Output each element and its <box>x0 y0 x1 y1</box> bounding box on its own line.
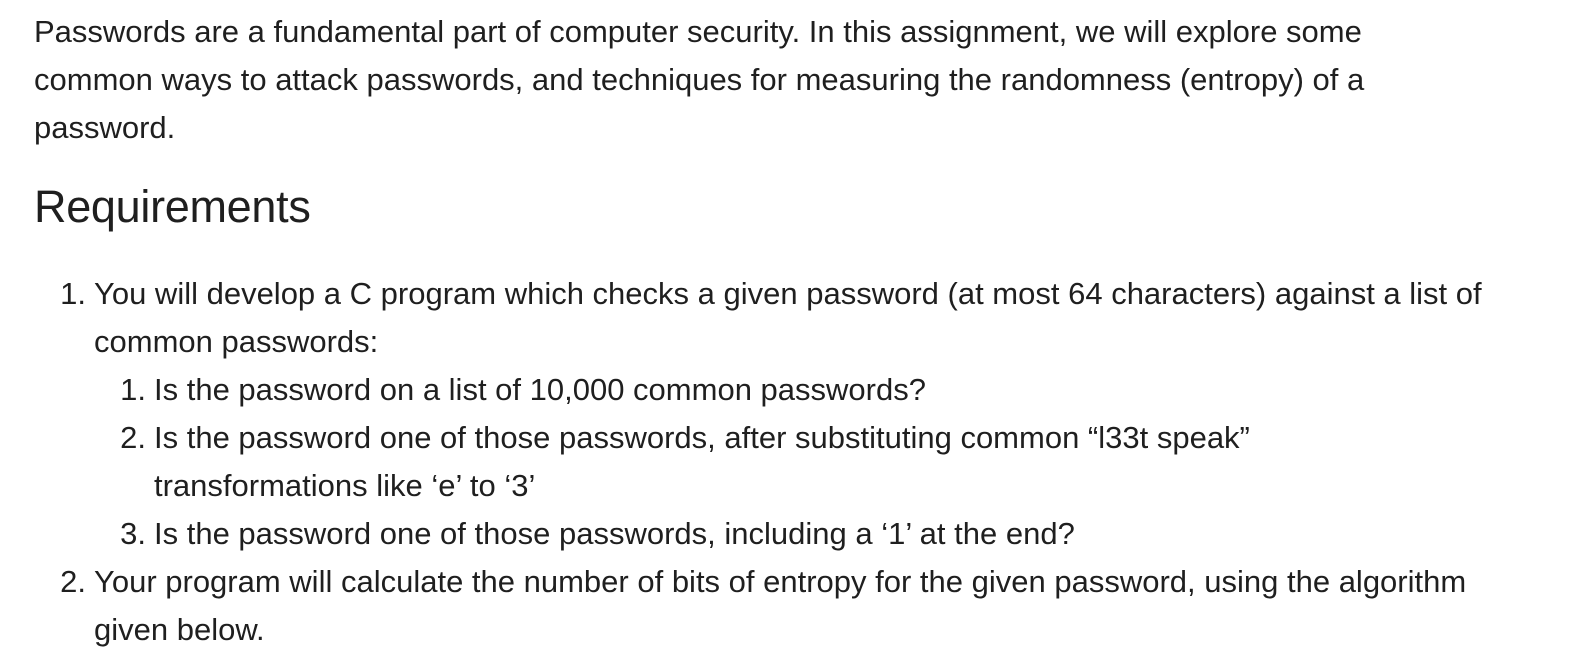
sub-requirements-list <box>94 366 1494 558</box>
sub-requirement-item-1 <box>94 366 1314 414</box>
list-number: 1. <box>120 372 146 407</box>
list-number: 2. <box>120 420 146 455</box>
sub-requirement-item-3 <box>94 510 1314 558</box>
intro-paragraph: Passwords are a fundamental part of computer security. In this assignment, we will explore some common ways to attack passwords, and techniques for measuring the randomness (entropy) of a password. <box>34 14 1365 145</box>
sub-requirement-item-2 <box>94 414 1314 510</box>
requirement-text: Your program will calculate the number of bits of entropy for the given password, using the algorithm given below. <box>94 564 1467 647</box>
requirement-item-2 <box>34 558 1494 654</box>
requirements-heading: Requirements <box>34 181 311 232</box>
list-number: 2. <box>60 564 86 599</box>
requirement-item-1 <box>34 270 1494 558</box>
sub-requirement-text: Is the password one of those passwords, after substituting common “l33t speak” transformations like ‘e’ to ‘3’ <box>154 420 1250 503</box>
list-number: 1. <box>60 276 86 311</box>
requirement-text: You will develop a C program which checks a given password (at most 64 characters) against a list of common passwords: <box>94 276 1482 359</box>
list-number: 3. <box>120 516 146 551</box>
requirements-list <box>34 270 1554 654</box>
sub-requirement-text: Is the password one of those passwords, including a ‘1’ at the end? <box>154 516 1075 551</box>
document-content <box>34 8 1554 654</box>
sub-requirement-text: Is the password on a list of 10,000 common passwords? <box>154 372 926 407</box>
